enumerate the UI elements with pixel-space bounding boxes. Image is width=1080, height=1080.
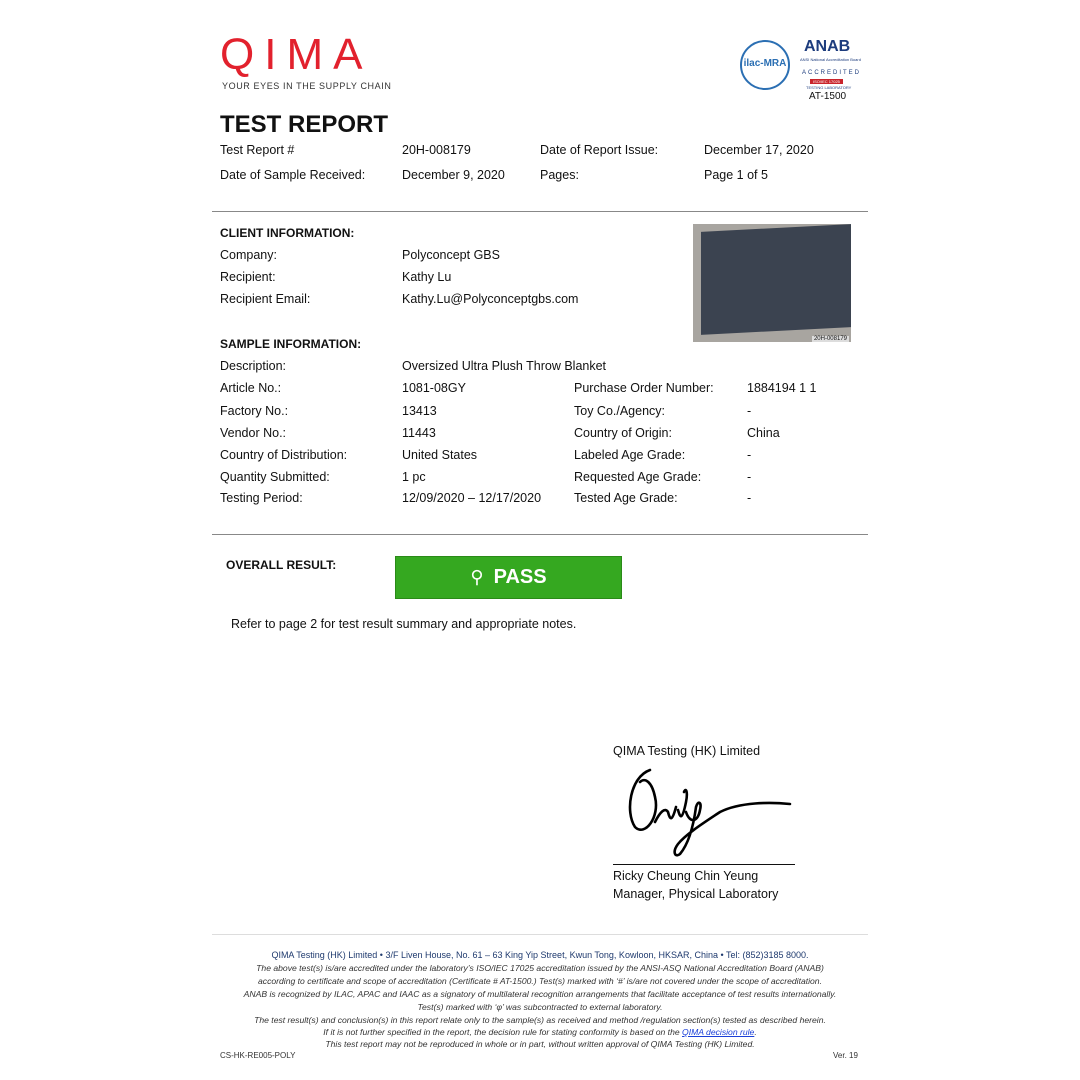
signature-image bbox=[620, 762, 800, 862]
company-value: Polyconcept GBS bbox=[402, 248, 500, 262]
footer-note: Test(s) marked with ‘φ’ was subcontracted to external laboratory. bbox=[417, 1002, 663, 1012]
sample-value: 11443 bbox=[402, 426, 436, 440]
email-value: Kathy.Lu@Polyconceptgbs.com bbox=[402, 292, 579, 306]
report-no-label: Test Report # bbox=[220, 143, 295, 157]
result-value: PASS bbox=[493, 566, 547, 588]
footer-note: according to certificate and scope of accreditation (Certificate # AT-1500.) Test(s) marked with ‘#’ is/are not covered under the scope of accreditation. bbox=[258, 976, 822, 986]
sample-value: 1081-08GY bbox=[402, 381, 466, 395]
report-no-value: 20H-008179 bbox=[402, 143, 471, 157]
qima-logo: QIMA bbox=[220, 30, 373, 79]
photo-tag: 20H-008179 bbox=[813, 336, 847, 342]
sample-value: 13413 bbox=[402, 404, 437, 418]
anab-testing-lab: TESTING LABORATORY bbox=[806, 85, 852, 90]
signer-name: Ricky Cheung Chin Yeung bbox=[613, 869, 759, 883]
signer-title: Manager, Physical Laboratory bbox=[613, 887, 779, 901]
divider bbox=[212, 211, 868, 212]
sample-value: - bbox=[747, 470, 752, 484]
sample-value: - bbox=[747, 491, 752, 505]
sample-label: Tested Age Grade: bbox=[574, 491, 678, 505]
result-icon: ⚲ bbox=[470, 567, 484, 587]
result-note: Refer to page 2 for test result summary and appropriate notes. bbox=[231, 617, 577, 631]
footer-note: The test result(s) and conclusion(s) in this report relate only to the sample(s) as received and method /regulation section(s) tested as described herein. bbox=[254, 1015, 826, 1025]
footer-note: This test report may not be reproduced in whole or in part, without written approval of QIMA Testing (HK) Limited. bbox=[325, 1039, 755, 1049]
footer-divider bbox=[212, 934, 868, 935]
sample-label: Article No.: bbox=[220, 381, 282, 395]
sample-value: China bbox=[747, 426, 780, 440]
document-code: CS-HK-RE005-POLY bbox=[220, 1051, 296, 1060]
pages-label: Pages: bbox=[540, 168, 579, 182]
issue-date-value: December 17, 2020 bbox=[704, 143, 814, 157]
footer-note: ANAB is recognized by ILAC, APAC and IAAC as a signatory of multilateral recognition arrangements that facilitate acceptance of test results internationally. bbox=[243, 989, 837, 999]
description-label: Description: bbox=[220, 359, 286, 373]
pages-value: Page 1 of 5 bbox=[704, 168, 768, 182]
sample-label: Toy Co./Agency: bbox=[574, 404, 666, 418]
footer-address: QIMA Testing (HK) Limited • 3/F Liven House, No. 61 – 63 King Yip Street, Kwun Tong, Kowloon, HKSAR, China • Tel: (852)3185 8000. bbox=[271, 950, 809, 960]
version: Ver. 19 bbox=[833, 1051, 858, 1060]
anab-accredited: ACCREDITED bbox=[802, 70, 862, 76]
divider bbox=[212, 534, 868, 535]
sample-heading: SAMPLE INFORMATION: bbox=[220, 337, 362, 351]
overall-result-label: OVERALL RESULT: bbox=[226, 558, 337, 572]
sample-label: Vendor No.: bbox=[220, 426, 287, 440]
sample-value: 12/09/2020 – 12/17/2020 bbox=[402, 491, 542, 505]
received-date-value: December 9, 2020 bbox=[402, 168, 505, 182]
sample-value: - bbox=[747, 404, 752, 418]
logo-tagline: YOUR EYES IN THE SUPPLY CHAIN bbox=[222, 81, 392, 91]
sample-photo bbox=[693, 224, 851, 342]
anab-iso: ISO/IEC 17025 bbox=[810, 79, 843, 84]
signing-company: QIMA Testing (HK) Limited bbox=[613, 744, 761, 758]
issue-date-label: Date of Report Issue: bbox=[540, 143, 659, 157]
sample-label: Factory No.: bbox=[220, 404, 289, 418]
sample-label: Country of Origin: bbox=[574, 426, 672, 440]
received-date-label: Date of Sample Received: bbox=[220, 168, 366, 182]
sample-label: Quantity Submitted: bbox=[220, 470, 330, 484]
pass-badge bbox=[395, 556, 622, 599]
signature-line bbox=[613, 864, 795, 865]
accreditation-id: AT-1500 bbox=[809, 91, 847, 102]
sample-label: Labeled Age Grade: bbox=[574, 448, 686, 462]
blanket-image bbox=[701, 224, 851, 335]
anab-subtitle: ANSI National Accreditation Board bbox=[800, 57, 861, 62]
sample-value: 1 pc bbox=[402, 470, 426, 484]
footer-note: If it is not further specified in the report, the decision rule for stating conformity is based on the QIMA decision rule. bbox=[323, 1027, 757, 1037]
decision-rule-link[interactable]: QIMA decision rule bbox=[682, 1027, 755, 1037]
sample-value: United States bbox=[402, 448, 478, 462]
description-value: Oversized Ultra Plush Throw Blanket bbox=[402, 359, 607, 373]
page-title: TEST REPORT bbox=[220, 111, 389, 138]
footer-note: The above test(s) is/are accredited under the laboratory’s ISO/IEC 17025 accreditation issued by the ANSI-ASQ National Accreditation Board (ANAB) bbox=[256, 963, 824, 973]
sample-label: Purchase Order Number: bbox=[574, 381, 714, 395]
client-heading: CLIENT INFORMATION: bbox=[220, 226, 355, 240]
recipient-value: Kathy Lu bbox=[402, 270, 452, 284]
recipient-label: Recipient: bbox=[220, 270, 276, 284]
company-label: Company: bbox=[220, 248, 277, 262]
sample-value: - bbox=[747, 448, 752, 462]
sample-label: Country of Distribution: bbox=[220, 448, 348, 462]
ilac-mra-text: ilac-MRA bbox=[743, 58, 787, 69]
sample-value: 1884194 1 1 bbox=[747, 381, 817, 395]
sample-label: Requested Age Grade: bbox=[574, 470, 702, 484]
email-label: Recipient Email: bbox=[220, 292, 311, 306]
sample-label: Testing Period: bbox=[220, 491, 303, 505]
anab-logo: ANAB bbox=[804, 38, 851, 55]
